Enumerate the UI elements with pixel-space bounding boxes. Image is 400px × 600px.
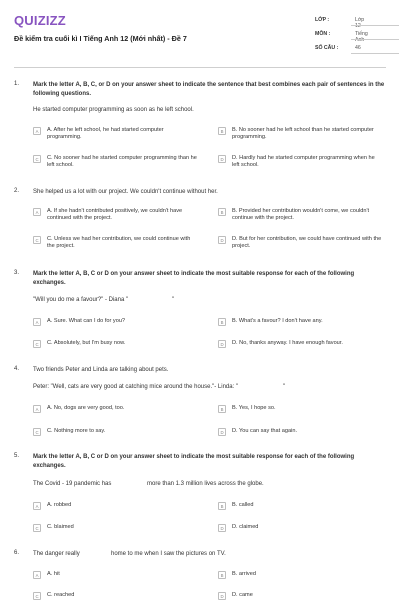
- question-stem: The Covid - 19 pandemic has: [33, 481, 112, 487]
- option-letter-box: A: [33, 571, 41, 579]
- option-text: B. Yes, I hope so.: [232, 404, 276, 411]
- meta-underline: [351, 53, 399, 54]
- option-letter-box: A: [33, 405, 41, 413]
- question-instruction: The danger really: [33, 551, 80, 557]
- meta-value: 46: [355, 45, 361, 51]
- question-number: 6.: [14, 550, 20, 556]
- option-letter-box: C: [33, 155, 41, 163]
- question-stem: Peter: "Well, cats are very good at catching mice around the house."- Linda: ": [33, 384, 239, 390]
- meta-label: LỚP :: [315, 17, 330, 23]
- question-instruction: Mark the letter A, B, C or D on your answer sheet to indicate the most suitable response for each of the following exchanges.: [33, 271, 355, 286]
- option-text: A. If she hadn't contributed positively, we couldn't have continued with the project.: [47, 207, 183, 222]
- option-letter-box: B: [218, 208, 226, 216]
- option-text: D. But for her contribution, we could have continued with the project.: [232, 235, 382, 250]
- option-text: D. claimed: [232, 523, 259, 530]
- option-text: D. No, thanks anyway. I have enough favour.: [232, 339, 343, 346]
- option-text: D. came: [232, 591, 253, 598]
- question-number: 5.: [14, 453, 20, 459]
- option-letter-box: C: [33, 524, 41, 532]
- option-letter-box: D: [218, 155, 226, 163]
- question-stem: "Will you do me a favour?" - Diana ": [33, 297, 129, 303]
- option-letter-box: C: [33, 340, 41, 348]
- question-instruction: Two friends Peter and Linda are talking about pets.: [33, 367, 169, 373]
- option-text: C. Nothing more to say.: [47, 427, 106, 434]
- question-instruction: She helped us a lot with our project. We couldn't continue without her.: [33, 189, 218, 195]
- option-letter-box: B: [218, 502, 226, 510]
- option-text: C. Absolutely, but I'm busy now.: [47, 339, 126, 346]
- header-divider: [14, 67, 386, 68]
- option-text: A. No, dogs are very good, too.: [47, 404, 125, 411]
- option-letter-box: B: [218, 405, 226, 413]
- meta-underline: [351, 39, 399, 40]
- question-number: 3.: [14, 270, 20, 276]
- option-letter-box: A: [33, 502, 41, 510]
- worksheet-title: Đề kiểm tra cuối kì I Tiếng Anh 12 (Mới nhất) - Đề 7: [14, 34, 187, 43]
- option-text: C. blaimed: [47, 523, 74, 530]
- option-text: D. You can say that again.: [232, 427, 297, 434]
- option-letter-box: C: [33, 428, 41, 436]
- option-text: C. No sooner had he started computer programming than he left school.: [47, 154, 197, 169]
- option-letter-box: D: [218, 524, 226, 532]
- meta-value: Tiếng Anh: [355, 31, 368, 43]
- question-stem: He started computer programming as soon as he left school.: [33, 107, 194, 113]
- option-text: B. What's a favour? I don't have any.: [232, 317, 323, 324]
- option-letter-box: D: [218, 592, 226, 600]
- option-text: B. No sooner had he left school than he started computer programming.: [232, 126, 374, 141]
- question-instruction: Mark the letter A, B, C, or D on your answer sheet to indicate the sentence that best combines each pair of sentences in the following questions.: [33, 82, 385, 97]
- option-text: A. robbed: [47, 501, 72, 508]
- meta-label: MÔN :: [315, 31, 331, 37]
- question-number: 1.: [14, 81, 20, 87]
- meta-underline: [351, 25, 399, 26]
- question-stem-end: ": [283, 384, 286, 390]
- question-instruction: Mark the letter A, B, C or D on your answer sheet to indicate the most suitable response for each of the following exchanges.: [33, 454, 355, 469]
- option-letter-box: B: [218, 127, 226, 135]
- option-text: B. called: [232, 501, 254, 508]
- option-letter-box: A: [33, 127, 41, 135]
- option-letter-box: D: [218, 236, 226, 244]
- meta-label: SỐ CÂU :: [315, 45, 339, 51]
- option-letter-box: B: [218, 571, 226, 579]
- question-stem-end: ": [172, 297, 175, 303]
- question-stem-end: more than 1.3 million lives across the globe.: [147, 481, 264, 487]
- meta-value: Lớp 12: [355, 17, 365, 29]
- question-instruction-end: home to me when I saw the pictures on TV.: [111, 551, 226, 557]
- option-letter-box: B: [218, 318, 226, 326]
- quizizz-logo: QUIZIZZ: [14, 13, 66, 28]
- worksheet-header: [0, 0, 400, 62]
- option-text: B. arrived: [232, 570, 256, 577]
- question-number: 2.: [14, 188, 20, 194]
- option-letter-box: A: [33, 208, 41, 216]
- option-text: A. Sure. What can I do for you?: [47, 317, 126, 324]
- option-letter-box: D: [218, 428, 226, 436]
- option-letter-box: C: [33, 592, 41, 600]
- option-text: C. reached: [47, 591, 75, 598]
- option-text: B. Provided her contribution wouldn't come, we couldn't continue with the project.: [232, 207, 370, 222]
- option-text: A. After he left school, he had started computer programming.: [47, 126, 164, 141]
- option-text: A. hit: [47, 570, 60, 577]
- option-text: D. Hardly had he started computer programming when he left school.: [232, 154, 375, 169]
- option-letter-box: D: [218, 340, 226, 348]
- option-letter-box: A: [33, 318, 41, 326]
- question-number: 4.: [14, 366, 20, 372]
- option-text: C. Unless we had her contribution, we could continue with the project.: [47, 235, 191, 250]
- option-letter-box: C: [33, 236, 41, 244]
